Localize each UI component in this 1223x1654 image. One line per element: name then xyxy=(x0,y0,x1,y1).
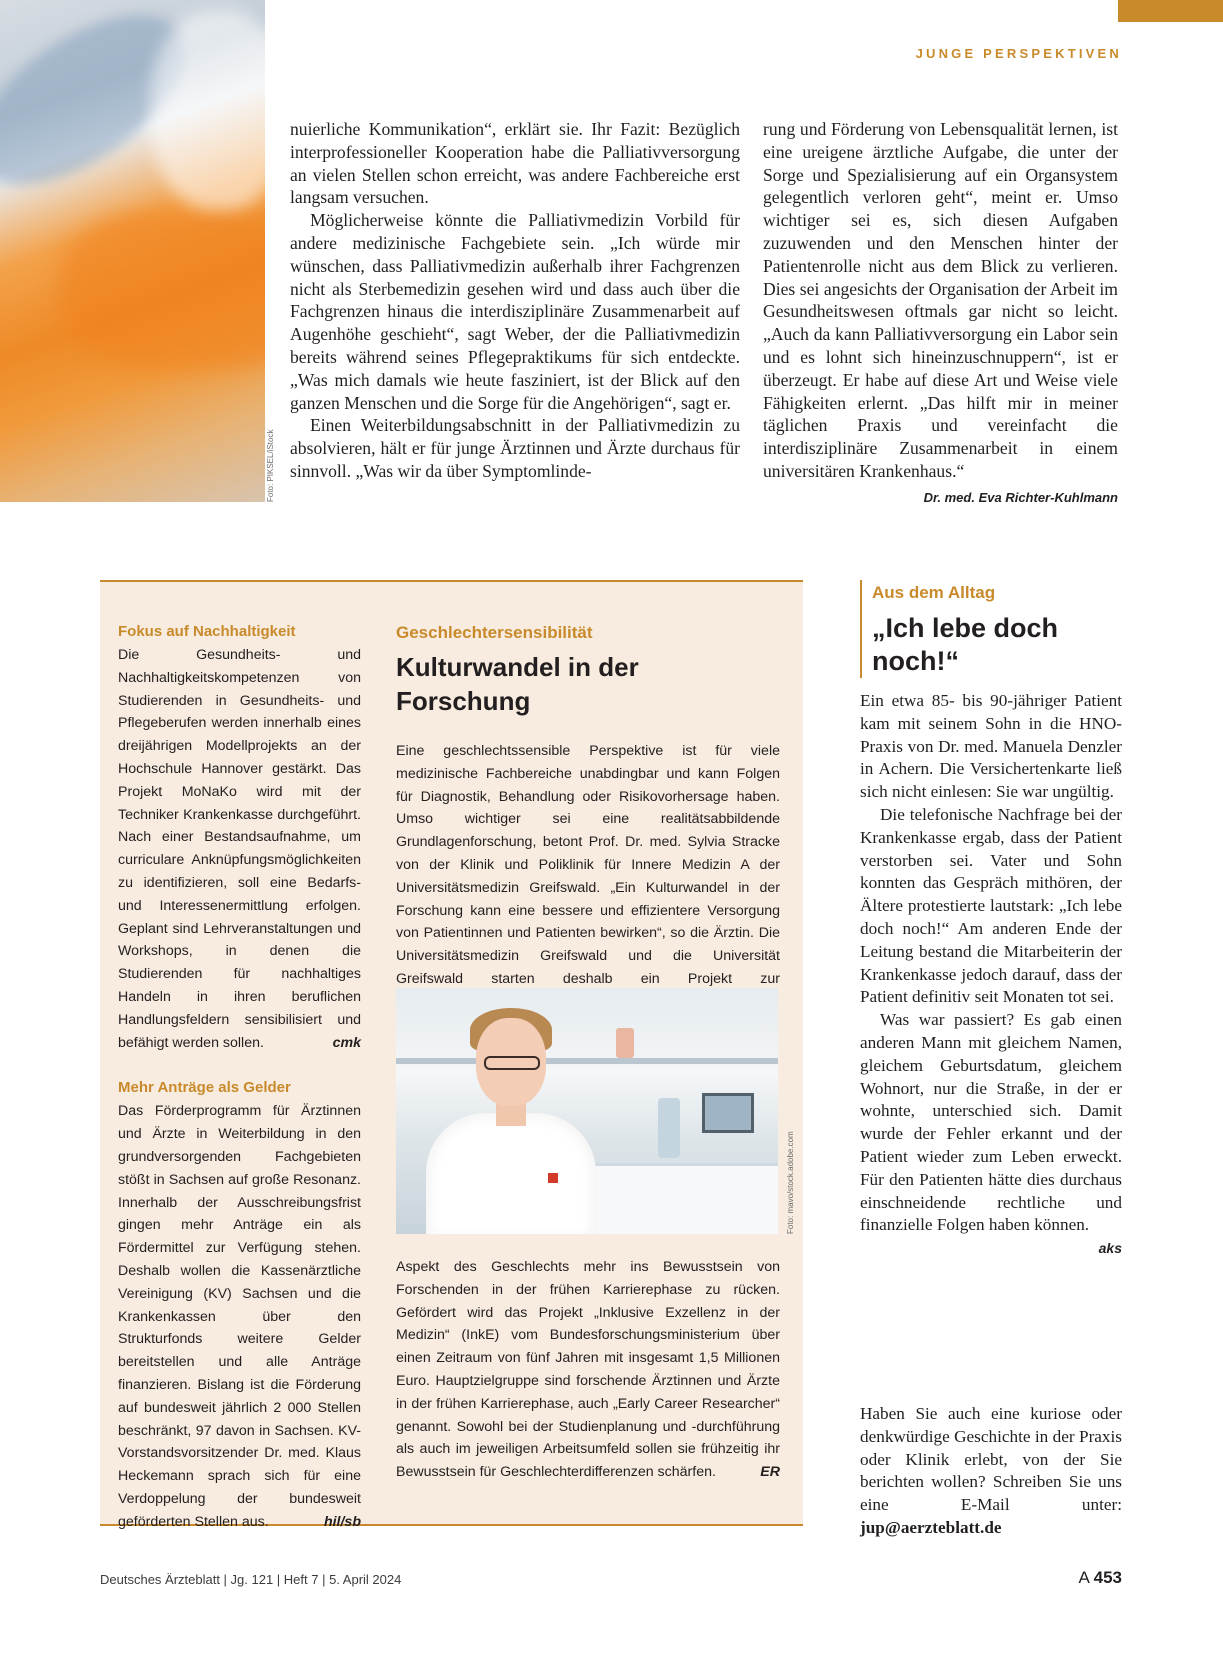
anecdote-body xyxy=(860,690,1122,1260)
feature-article xyxy=(396,620,780,1014)
anecdote-signature: aks xyxy=(1098,1240,1122,1257)
news-item-title: Fokus auf Nachhaltigkeit xyxy=(118,623,296,640)
anecdote-header xyxy=(860,580,1122,678)
article-column-2 xyxy=(763,118,1118,510)
submission-email[interactable]: jup@aerzteblatt.de xyxy=(860,1517,1002,1537)
page-number-value: 453 xyxy=(1093,1568,1122,1587)
accent-bar xyxy=(1118,0,1223,22)
article-column-1 xyxy=(290,118,740,483)
feature-signature: ER xyxy=(760,1464,780,1481)
photo-credit: Foto: mavo/stock.adobe.com xyxy=(786,1131,795,1234)
feature-text-bottom xyxy=(396,1256,780,1484)
lab-photo-blurred xyxy=(0,0,265,502)
news-item-text: Das Förderprogramm für Ärztinnen und Ärzte in Weiterbildung in den grundversorgenden Fachgebieten stößt in Sachsen auf große Resonanz. Innerhalb der Ausschreibungsfrist gingen mehr Anträge ein als Fördermittel zur Verfügung stehen. Deshalb wollen die Kassenärztliche Vereinigung (KV) Sachsen und die Krankenkassen über den Strukturfonds weitere Gelder bereitstellen und alle Anträge finanzieren. Bislang ist die Förderung auf bundesweit jährlich 2 000 Stellen beschränkt, 97 davon in Sachsen. KV-Vorstandsvorsitzender Dr. med. Klaus Heckemann sprach sich für eine Verdoppelung der bundesweit geförderten Stellen aus. xyxy=(118,1103,361,1530)
page-prefix: A xyxy=(1078,1568,1089,1587)
page-number xyxy=(1000,1568,1122,1588)
feature-text-top: Eine geschlechtssensible Perspektive ist für viele medizinische Fachbereiche unabdingbar und kann Folgen für Diagnostik, Behandlung oder Risikovorhersage haben. Umso wichtiger sei eine realitätsabbildende Grundlagenforschung, betont Prof. Dr. med. Sylvia Stracke von der Klinik und Poliklinik für Innere Medizin A der Universitätsmedizin Greifswald. „Ein Kulturwandel in der Forschung kann eine bessere und effizientere Versorgung von Patientinnen und Patienten bewirken“, so die Ärztin. Die Universitätsmedizin Greifswald und die Universität Greifswald starten deshalb ein Projekt zur xyxy=(396,743,780,987)
footer-citation: Deutsches Ärzteblatt | Jg. 121 | Heft 7 | 5. April 2024 xyxy=(100,1572,402,1587)
anecdote-paragraph: Ein etwa 85- bis 90-jähriger Patient kam mit seinem Sohn in die HNO-Praxis von Dr. med. Manuela Denzler in Achern. Die Versichertenkarte ließ sich nicht einlesen: Sie war ungültig. xyxy=(860,691,1122,802)
article-paragraph: rung und Förderung von Lebensqualität lernen, ist eine ureigene ärztliche Aufgabe, die unter der Sorge und Spezialisierung auf ein Organsystem gelegentlich verloren geht“, meint er. Umso wichtiger sei es, sich diesen Aufgaben zuzuwenden und den Menschen hinter der Patientenrolle nicht aus dem Blick zu verlieren. Dies sei angesichts der Organisation der Arbeit im Gesundheitswesen oftmals gar nicht so leicht. „Auch da kann Palliativversorgung ein Labor sein und es lohnt sich hineinzuschnuppern“, ist er überzeugt. Er habe auf diese Art und Weise viele Fähigkeiten erlernt. „Das hilft mir in meiner täglichen Praxis und vereinfacht die interdisziplinäre Zusammenarbeit in einem universitären Krankenhaus.“ xyxy=(763,119,1118,481)
article-paragraph: nuierliche Kommunikation“, erklärt sie. Ihr Fazit: Bezüglich interprofessioneller Kooperation habe die Palliativversorgung an vielen Stellen schon erreicht, was andere Fachbereiche erst langsam versuchen. xyxy=(290,119,740,208)
anecdote-paragraph: Die telefonische Nachfrage bei der Krankenkasse ergab, dass der Patient verstorben sei. Vater und Sohn konnten das Gespräch mithören, der Ältere protestierte lautstark: „Ich lebe doch noch!“ Am anderen Ende der Leitung bestand die Mitarbeiterin der Krankenkasse jedoch darauf, dass der Patient definitiv seit Monaten tot sei. xyxy=(860,804,1122,1007)
news-item-signature: hil/sb xyxy=(323,1513,361,1530)
news-box-left-column xyxy=(118,620,361,1533)
news-item-signature: cmk xyxy=(332,1034,361,1051)
feature-headline: Kulturwandel in der Forschung xyxy=(396,652,639,716)
section-label: JUNGE PERSPEKTIVEN xyxy=(915,46,1122,61)
feature-kicker: Geschlechtersensibilität xyxy=(396,623,593,642)
submission-call xyxy=(860,1403,1122,1540)
article-paragraph: Möglicherweise könnte die Palliativmedizin Vorbild für andere medizinische Fachgebiete sein. „Ich würde mir wünschen, dass Palliativmedizin außerhalb ihrer Fachgrenzen nicht als Sterbemedizin gesehen wird und dass auch über die Fachgrenzen hinaus die interdisziplinäre Zusammenarbeit auf Augenhöhe geschieht“, sagt Weber, der die Palliativmedizin bereits während seines Pflegepraktikums für sich entdeckte. „Was mich damals wie heute fasziniert, ist der Blick auf den ganzen Menschen und die Sorge für die Angehörigen“, sagt er. xyxy=(290,210,740,413)
submission-text: Haben Sie auch eine kuriose oder denkwürdige Geschichte in der Praxis oder Klinik erlebt, von der Sie berichten wollen? Schreiben Sie uns eine E-Mail unter: xyxy=(860,1404,1122,1515)
news-item-title: Mehr Anträge als Gelder xyxy=(118,1079,291,1097)
feature-text: Aspekt des Geschlechts mehr ins Bewusstsein von Forschenden in der frühen Karrierephase zu rücken. Gefördert wird das Projekt „Inklusive Exzellenz in der Medizin“ (InkE) vom Bundesforschungsministerium über einen Zeitraum von fünf Jahren mit insgesamt 1,5 Millionen Euro. Hauptzielgruppe sind forschende Ärztinnen und Ärzte in der frühen Karrierephase, auch „Early Career Researcher“ genannt. Sowohl bei der Studienplanung und -durchführung als auch im jeweiligen Arbeitsumfeld sollen sie frühzeitig ihr Bewusstsein für Geschlechterdifferenzen schärfen. xyxy=(396,1259,780,1481)
anecdote-kicker: Aus dem Alltag xyxy=(872,583,996,602)
news-item-text: Die Gesundheits- und Nachhaltigkeitskompetenzen von Studierenden in Gesundheits- und Pflegeberufen werden innerhalb eines dreijährigen Modellprojekts an der Hochschule Hannover gestärkt. Das Projekt MoNaKo wird mit der Techniker Krankenkasse durchgeführt. Nach einer Bestandsaufnahme, um curriculare Anknüpfungsmöglichkeiten zu identifizieren, soll eine Bedarfs- und Interessenermittlung erfolgen. Geplant sind Lehrveranstaltungen und Workshops, in denen die Studierenden für nachhaltiges Handeln in ihren beruflichen Handlungsfeldern sensibilisiert und befähigt werden sollen. xyxy=(118,647,361,1051)
article-author: Dr. med. Eva Richter-Kuhlmann xyxy=(923,489,1118,505)
anecdote-headline: „Ich lebe doch noch!“ xyxy=(872,613,1059,676)
researcher-photo xyxy=(396,988,778,1234)
photo-credit: Foto: PIKSEL/iStock xyxy=(266,429,275,502)
article-paragraph: Einen Weiterbildungsabschnitt in der Palliativmedizin zu absolvieren, hält er für junge Ärztinnen und Ärzte durchaus für sinnvoll. „Was wir da über Symptomlinde- xyxy=(290,415,740,481)
anecdote-paragraph: Was war passiert? Es gab einen anderen Mann mit gleichem Namen, gleichem Geburtsdatum, gleichem Wohnort, nur die Straße, in der er wohnte, unterschied sich. Damit wurde der Fehler erkannt und der Patient wieder zum Leben erweckt. Für den Patienten hätte dies durchaus einschneidende rechtliche und finanzielle Folgen haben können. xyxy=(860,1010,1122,1235)
